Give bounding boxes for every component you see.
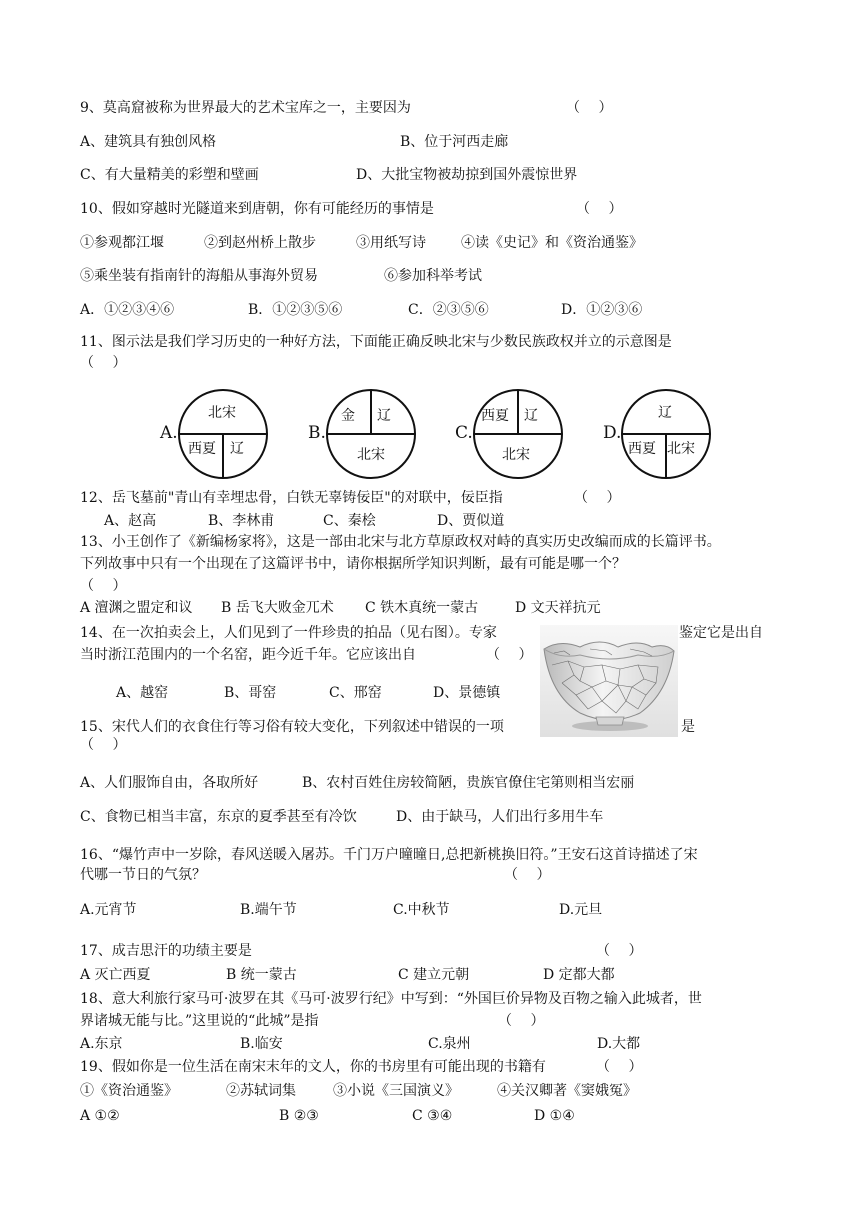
q14-stem-part-2: 鉴定它是出自 bbox=[679, 625, 763, 641]
q18-stem-line-2: 界诸城无能与比。”这里说的“此城”是指 bbox=[80, 1013, 319, 1029]
q10-option-c[interactable]: C．②③⑤⑥ bbox=[408, 302, 489, 318]
q15-answer-bracket[interactable]: （ ） bbox=[80, 737, 127, 753]
diagram-b-top-right-label: 辽 bbox=[377, 408, 391, 424]
q14-answer-bracket[interactable]: （ ） bbox=[486, 647, 533, 663]
q14-option-c[interactable]: C、邢窑 bbox=[329, 685, 382, 701]
q19-option-c[interactable]: C ③④ bbox=[412, 1108, 453, 1124]
q13-option-b[interactable]: B 岳飞大败金兀术 bbox=[221, 600, 334, 616]
q15-option-c[interactable]: C、食物已相当丰富，东京的夏季甚至有冷饮 bbox=[80, 809, 357, 825]
diagram-a-top-label: 北宋 bbox=[208, 405, 236, 421]
porcelain-bowl-photo bbox=[540, 625, 678, 737]
q9-option-c[interactable]: C、有大量精美的彩塑和壁画 bbox=[80, 167, 259, 183]
q17-answer-bracket[interactable]: （ ） bbox=[596, 943, 643, 959]
q9-stem: 9、莫高窟被称为世界最大的艺术宝库之一，主要因为 bbox=[80, 100, 411, 116]
q18-option-d[interactable]: D.大都 bbox=[597, 1036, 641, 1052]
q17-option-b[interactable]: B 统一蒙古 bbox=[226, 967, 297, 983]
q19-item-4: ④关汉卿著《窦娥冤》 bbox=[497, 1083, 637, 1099]
q13-stem-line-2: 下列故事中只有一个出现在了这篇评书中，请你根据所学知识判断，最有可能是哪一个？ bbox=[80, 556, 626, 572]
q17-stem: 17、成吉思汗的功绩主要是 bbox=[80, 943, 252, 959]
diagram-a-bottom-right-label: 辽 bbox=[230, 441, 244, 457]
q15-option-d[interactable]: D、由于缺马，人们出行多用牛车 bbox=[396, 809, 604, 825]
q16-stem-line-1: 16、“爆竹声中一岁除，春风送暖入屠苏。千门万户曈曈日,总把新桃换旧符。”王安石这首诗描述了宋 bbox=[80, 847, 698, 863]
q14-option-d[interactable]: D、景德镇 bbox=[433, 685, 501, 701]
q16-option-d[interactable]: D.元旦 bbox=[559, 902, 603, 918]
q18-option-a[interactable]: A.东京 bbox=[80, 1036, 123, 1052]
q19-item-3: ③小说《三国演义》 bbox=[333, 1083, 459, 1099]
diagram-b-circle bbox=[325, 388, 417, 480]
q19-stem: 19、假如你是一位生活在南宋末年的文人，你的书房里有可能出现的书籍有 bbox=[80, 1059, 546, 1075]
q10-option-d[interactable]: D．①②③⑥ bbox=[561, 302, 643, 318]
q9-option-a[interactable]: A、建筑具有独创风格 bbox=[80, 134, 217, 150]
diagram-a-circle bbox=[177, 388, 269, 480]
q16-option-a[interactable]: A.元宵节 bbox=[80, 902, 137, 918]
q9-option-b[interactable]: B、位于河西走廊 bbox=[400, 134, 509, 150]
q19-option-b[interactable]: B ②③ bbox=[279, 1108, 319, 1124]
q13-option-d[interactable]: D 文天祥抗元 bbox=[515, 600, 601, 616]
q16-option-c[interactable]: C.中秋节 bbox=[393, 902, 450, 918]
q13-option-a[interactable]: A 澶渊之盟定和议 bbox=[80, 600, 193, 616]
q10-stem: 10、假如穿越时光隧道来到唐朝，你有可能经历的事情是 bbox=[80, 201, 434, 217]
diagram-d-letter: D. bbox=[603, 423, 622, 443]
q11-stem: 11、图示法是我们学习历史的一种好方法，下面能正确反映北宋与少数民族政权并立的示意图是 bbox=[80, 334, 672, 350]
q11-diagram-d[interactable] bbox=[603, 388, 713, 480]
diagram-c-bottom-label: 北宋 bbox=[502, 447, 530, 463]
diagram-a-bottom-left-label: 西夏 bbox=[188, 441, 216, 457]
diagram-c-circle bbox=[472, 388, 564, 480]
diagram-a-letter: A. bbox=[160, 423, 178, 443]
q14-option-a[interactable]: A、越窑 bbox=[116, 685, 169, 701]
diagram-b-letter: B. bbox=[308, 423, 326, 443]
q10-item-1: ①参观都江堰 bbox=[80, 235, 164, 251]
q14-stem-part-1: 14、在一次拍卖会上，人们见到了一件珍贵的拍品（见右图）。专家 bbox=[80, 625, 497, 641]
q19-option-a[interactable]: A ①② bbox=[80, 1108, 120, 1124]
q12-option-b[interactable]: B、李林甫 bbox=[208, 513, 275, 529]
q18-option-c[interactable]: C.泉州 bbox=[428, 1036, 471, 1052]
crackled-bowl-image bbox=[540, 625, 678, 737]
q10-item-5: ⑤乘坐装有指南针的海船从事海外贸易 bbox=[80, 268, 318, 284]
q9-option-d[interactable]: D、大批宝物被劫掠到国外震惊世界 bbox=[356, 167, 578, 183]
q9-answer-bracket[interactable]: （ ） bbox=[566, 100, 613, 116]
q12-option-a[interactable]: A、赵高 bbox=[104, 513, 157, 529]
q16-option-b[interactable]: B.端午节 bbox=[240, 902, 297, 918]
q19-item-2: ②苏轼词集 bbox=[226, 1083, 296, 1099]
q12-answer-bracket[interactable]: （ ） bbox=[574, 490, 621, 506]
q12-option-d[interactable]: D、贾似道 bbox=[437, 513, 505, 529]
diagram-c-top-right-label: 辽 bbox=[524, 408, 538, 424]
q15-stem: 15、宋代人们的衣食住行等习俗有较大变化，下列叙述中错误的一项 bbox=[80, 719, 504, 735]
diagram-d-top-label: 辽 bbox=[658, 405, 672, 421]
q19-item-1: ①《资治通鉴》 bbox=[80, 1083, 178, 1099]
q11-diagram-c[interactable] bbox=[455, 388, 565, 480]
q18-stem-line-1: 18、意大利旅行家马可·波罗在其《马可·波罗行纪》中写到：“外国巨价异物及百物之输入此城者，世 bbox=[80, 991, 702, 1007]
q10-item-3: ③用纸写诗 bbox=[356, 235, 426, 251]
q15-option-b[interactable]: B、农村百姓住房较简陋，贵族官僚住宅第则相当宏丽 bbox=[302, 775, 635, 791]
q10-item-4: ④读《史记》和《资治通鉴》 bbox=[461, 235, 643, 251]
q14-stem-line-2: 当时浙江范围内的一个名窑，距今近千年。它应该出自 bbox=[80, 647, 416, 663]
q12-stem: 12、岳飞墓前"青山有幸埋忠骨，白铁无辜铸佞臣"的对联中，佞臣指 bbox=[80, 490, 503, 506]
q15-option-a[interactable]: A、人们服饰自由，各取所好 bbox=[80, 775, 259, 791]
q19-option-d[interactable]: D ①④ bbox=[534, 1108, 575, 1124]
q17-option-a[interactable]: A 灭亡西夏 bbox=[80, 967, 151, 983]
diagram-b-bottom-label: 北宋 bbox=[357, 447, 385, 463]
q17-option-d[interactable]: D 定都大都 bbox=[543, 967, 615, 983]
diagram-d-circle bbox=[620, 388, 712, 480]
q15-stem-tail: 是 bbox=[681, 719, 695, 735]
diagram-d-bottom-right-label: 北宋 bbox=[667, 441, 695, 457]
q11-diagram-b[interactable] bbox=[308, 388, 418, 480]
q10-answer-bracket[interactable]: （ ） bbox=[576, 201, 623, 217]
q16-answer-bracket[interactable]: （ ） bbox=[504, 867, 551, 883]
diagram-b-top-left-label: 金 bbox=[341, 408, 355, 424]
q11-answer-bracket[interactable]: （ ） bbox=[80, 355, 127, 371]
q11-diagram-a[interactable] bbox=[160, 388, 270, 480]
diagram-d-bottom-left-label: 西夏 bbox=[628, 441, 656, 457]
q16-stem-line-2: 代哪一节日的气氛？ bbox=[80, 867, 206, 883]
q18-option-b[interactable]: B.临安 bbox=[240, 1036, 283, 1052]
q12-option-c[interactable]: C、秦桧 bbox=[323, 513, 376, 529]
q19-answer-bracket[interactable]: （ ） bbox=[596, 1059, 643, 1075]
diagram-c-top-left-label: 西夏 bbox=[481, 408, 509, 424]
q13-stem-line-1: 13、小王创作了《新编杨家将》，这是一部由北宋与北方草原政权对峙的真实历史改编而成的长篇评书。 bbox=[80, 534, 721, 550]
q14-option-b[interactable]: B、哥窑 bbox=[224, 685, 277, 701]
q10-option-a[interactable]: A．①②③④⑥ bbox=[80, 302, 175, 318]
q10-item-6: ⑥参加科举考试 bbox=[384, 268, 482, 284]
q18-answer-bracket[interactable]: （ ） bbox=[498, 1013, 545, 1029]
diagram-c-letter: C. bbox=[455, 423, 473, 443]
q13-answer-bracket[interactable]: （ ） bbox=[80, 578, 127, 594]
q10-item-2: ②到赵州桥上散步 bbox=[204, 235, 316, 251]
q17-option-c[interactable]: C 建立元朝 bbox=[398, 967, 470, 983]
q10-option-b[interactable]: B．①②③⑤⑥ bbox=[248, 302, 343, 318]
q13-option-c[interactable]: C 铁木真统一蒙古 bbox=[365, 600, 479, 616]
